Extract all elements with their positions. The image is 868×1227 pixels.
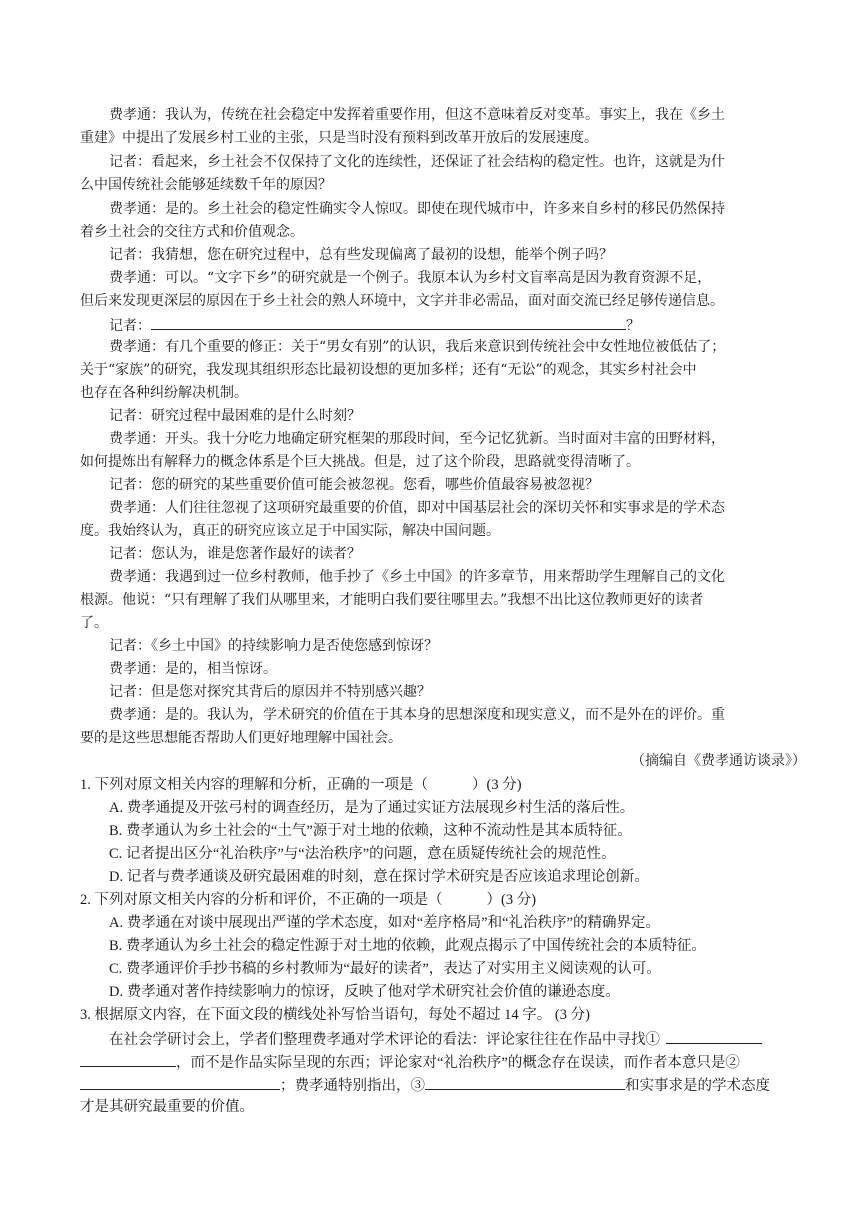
dialogue-line: 根源。他说：“只有理解了我们从哪里来，才能明白我们要往哪里去。”我想不出比这位教师更好的读者 <box>80 592 704 608</box>
blank-3[interactable] <box>425 1073 625 1090</box>
option-c[interactable]: C. 记者提出区分“礼治秩序”与“法治秩序”的问题，意在质疑传统社会的规范性。 <box>109 846 616 862</box>
option-c[interactable]: C. 费孝通评价手抄书稿的乡村教师为“最好的读者”，表达了对实用主义阅读观的认可。 <box>109 961 661 977</box>
dialogue-line: 了。 <box>80 615 108 631</box>
dialogue-line: 但后来发现更深层的原因在于乡土社会的熟人环境中，文字并非必需品，面对面交流已经足够传递信息。 <box>80 293 724 309</box>
option-a[interactable]: A. 费孝通提及开弦弓村的调查经历，是为了通过实证方法展现乡村生活的落后性。 <box>109 800 635 816</box>
blank-1-continued[interactable] <box>80 1050 176 1067</box>
dialogue-line: 费孝通：是的。我认为，学术研究的价值在于其本身的思想深度和现实意义，而不是外在的评价。重 <box>109 707 725 723</box>
dialogue-line: 记者：研究过程中最困难的是什么时刻？ <box>109 408 361 424</box>
dialogue-line: 费孝通：是的，相当惊讶。 <box>109 661 277 677</box>
dialogue-line: 着乡土社会的交往方式和价值观念。 <box>80 224 304 240</box>
option-b[interactable]: B. 费孝通认为乡土社会的“土气”源于对土地的依赖，这种不流动性是其本质特征。 <box>109 823 632 839</box>
dialogue-line: 记者：看起来，乡土社会不仅保持了文化的连续性，还保证了社会结构的稳定性。也许，这就是为什 <box>109 154 725 170</box>
option-d[interactable]: D. 费孝通对著作持续影响力的惊讶，反映了他对学术研究社会价值的谦逊态度。 <box>109 984 620 1000</box>
dialogue-line: 记者：我猜想，您在研究过程中，总有些发现偏离了最初的设想，能举个例子吗？ <box>109 247 613 263</box>
source-note: （摘编自《费孝通访谈录》） <box>631 753 806 769</box>
dialogue-line: 也存在各种纠纷解决机制。 <box>80 385 248 401</box>
dialogue-line: 费孝通：可以。“文字下乡”的研究就是一个例子。我原本认为乡村文盲率高是因为教育资源不足， <box>109 270 712 286</box>
q3-text: ，而不是作品实际呈现的东西；评论家对“礼治秩序”的概念存在误读，而作者本意只是② <box>176 1055 740 1071</box>
dialogue-line: 关于“家族”的研究，我发现其组织形态比最初设想的更加多样；还有“无讼”的观念，其实乡村社会中 <box>80 362 697 378</box>
question-2-stem <box>80 889 536 911</box>
question-mark: ？ <box>626 318 640 334</box>
q3-text: 和实事求是的学术态度 <box>625 1078 770 1094</box>
question-stem-text: 2. 下列对原文相关内容的分析和评价，不正确的一项是（ <box>80 892 443 908</box>
blank-2[interactable] <box>80 1073 280 1090</box>
q3-paragraph-line: 才是其研究最重要的价值。 <box>80 1099 254 1115</box>
dialogue-line: 记者：您认为，谁是您著作最好的读者？ <box>109 546 361 562</box>
question-stem-text: 1. 下列对原文相关内容的理解和分析，正确的一项是（ <box>80 777 428 793</box>
dialogue-line: 记者：您的研究的某些重要价值可能会被忽视。您看，哪些价值最容易被忽视？ <box>109 477 599 493</box>
dialogue-line: 么中国传统社会能够延续数千年的原因？ <box>80 177 332 193</box>
dialogue-line: 费孝通：我认为，传统在社会稳定中发挥着重要作用，但这不意味着反对变革。事实上，我在《乡土 <box>109 107 725 123</box>
dialogue-line: 费孝通：开头。我十分吃力地确定研究框架的那段时间，至今记忆犹新。当时面对丰富的田野材料， <box>109 431 725 447</box>
dialogue-line: 如何提炼出有解释力的概念体系是个巨大挑战。但是，过了这个阶段，思路就变得清晰了。 <box>80 454 640 470</box>
score-text: ）(3 分) <box>472 777 522 793</box>
question-1-stem <box>80 774 522 796</box>
dialogue-line: 费孝通：人们往往忽视了这项研究最重要的价值，即对中国基层社会的深切关怀和实事求是的学术态 <box>109 500 725 516</box>
dialogue-line: 记者：但是您对探究其背后的原因并不特别感兴趣？ <box>109 684 431 700</box>
q3-text: 在社会学研讨会上，学者们整理费孝通对学术评论的看法：评论家往往在作品中寻找① <box>109 1032 660 1048</box>
dialogue-line: 度。我始终认为，真正的研究应该立足于中国实际，解决中国问题。 <box>80 523 500 539</box>
q3-paragraph-line <box>80 1073 770 1097</box>
option-a[interactable]: A. 费孝通在对谈中展现出严谨的学术态度，如对“差序格局”和“礼治秩序”的精确界定。 <box>109 915 660 931</box>
q3-text: ；费孝通特别指出，③ <box>280 1078 425 1094</box>
dialogue-line: 要的是这些思想能否帮助人们更好地理解中国社会。 <box>80 730 402 746</box>
reporter-blank-line <box>109 313 640 337</box>
dialogue-line: 费孝通：有几个重要的修正：关于“男女有别”的认识，我后来意识到传统社会中女性地位被低估了； <box>109 339 726 355</box>
dialogue-line: 重建》中提出了发展乡村工业的主张，只是当时没有预料到改革开放后的发展速度。 <box>80 130 598 146</box>
score-text: ）(3 分) <box>486 892 537 908</box>
question-3-stem: 3. 根据原文内容，在下面文段的横线处补写恰当语句，每处不超过 14 字。 (3 分) <box>80 1007 590 1023</box>
dialogue-line: 记者：《乡土中国》的持续影响力是否使您感到惊讶？ <box>109 638 438 654</box>
option-b[interactable]: B. 费孝通认为乡土社会的稳定性源于对土地的依赖，此观点揭示了中国传统社会的本质特征。 <box>109 938 706 954</box>
blank-1[interactable] <box>666 1027 762 1044</box>
q3-paragraph-line <box>109 1027 762 1051</box>
speaker-label: 记者： <box>109 318 151 334</box>
q3-paragraph-line <box>80 1050 740 1074</box>
dialogue-line: 费孝通：是的。乡土社会的稳定性确实令人惊叹。即使在现代城市中，许多来自乡村的移民仍然保持 <box>109 201 725 217</box>
dialogue-line: 费孝通：我遇到过一位乡村教师，他手抄了《乡土中国》的许多章节，用来帮助学生理解自己的文化 <box>109 569 725 585</box>
option-d[interactable]: D. 记者与费孝通谈及研究最困难的时刻，意在探讨学术研究是否应该追求理论创新。 <box>109 869 649 885</box>
answer-blank[interactable] <box>151 313 626 330</box>
